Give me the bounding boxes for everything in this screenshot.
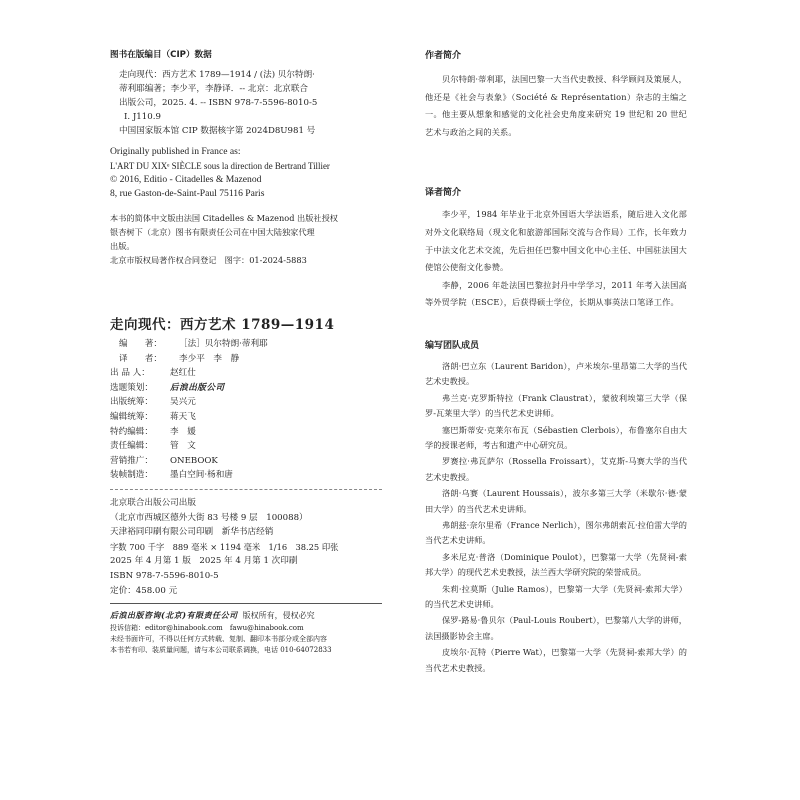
cip-classification: Ⅰ. J110.9 [124, 112, 161, 122]
author-bio: 贝尔特朗·蒂利耶，法国巴黎一大当代史教授、科学顾问及策展人，他还是《社会与表象》（Société & Représentation）杂志的主编之一。他主要从想象和感觉的文化社会史角度来研究 19 世纪和 20 世纪艺术与政治之间的关系。 [425, 74, 687, 137]
team-list [425, 359, 687, 676]
translators-heading: 译者简介 [425, 188, 462, 199]
credit-row: 译 者： 李少平 李 静 [119, 353, 240, 364]
credit-row: 营销推广： ONEBOOK [110, 455, 218, 466]
publish-line: ISBN 978-7-5596-8010-5 [110, 570, 219, 581]
cip-heading: 图书在版编目（CIP）数据 [110, 50, 212, 60]
team-heading: 编写团队成员 [425, 340, 480, 351]
cip-line: 蒂利耶编著；李少平，李静译．-- 北京：北京联合 [119, 84, 309, 94]
credit-row: 责任编辑： 管 文 [110, 441, 196, 452]
publish-line: 天津裕同印刷有限公司印刷 新华书店经销 [110, 527, 274, 538]
team-member: 皮埃尔·瓦特（Pierre Wat），巴黎第一大学（先贤祠-索邦大学）的当代艺术史教授。 [425, 647, 687, 673]
original-line: Originally published in France as: [110, 146, 241, 157]
team-member: 弗兰克·克罗斯特拉（Frank Claustrat），蒙彼利埃第三大学（保罗-瓦莱里大学）的当代艺术史讲师。 [425, 392, 687, 419]
credit-row: 编辑统筹： 蒋天飞 [110, 411, 196, 422]
publish-line: 2025 年 4 月第 1 版 2025 年 4 月第 1 次印刷 [110, 556, 298, 567]
solid-divider [110, 603, 382, 604]
cip-line: 走向现代：西方艺术 1789—1914 / (法) 贝尔特朗· [119, 70, 315, 80]
team-member: 保罗-路易·鲁贝尔（Paul-Louis Roubert），巴黎第八大学的讲师，法国摄影协会主席。 [425, 615, 687, 641]
credit-row: 装帧制造： 墨白空间·杨和唐 [110, 470, 233, 481]
seal-row [110, 608, 382, 623]
rights-line: 本书的简体中文版由法国 Citadelles & Mazenod 出版社授权 [110, 213, 338, 223]
rights-line: 北京市版权局著作权合同登记 图字：01-2024-5883 [110, 255, 307, 265]
book-title: 走向现代：西方艺术 1789—1914 [110, 317, 335, 333]
publish-line: 字数 700 千字 889 毫米 × 1194 毫米 1/16 38.25 印张 [110, 541, 339, 552]
team-member: 洛朗·乌赛（Laurent Houssais），波尔多第三大学（米歇尔·德·蒙田大学）的当代艺术史讲师。 [425, 488, 687, 514]
original-line: 8, rue Gaston-de-Saint-Paul 75116 Paris [110, 188, 265, 199]
notice-line: 未经书面许可，不得以任何方式转载、复制、翻印本书部分或全部内容 [110, 635, 327, 644]
rights-line: 出版。 [110, 241, 135, 251]
copyright-note: 版权所有，侵权必究 [242, 611, 315, 621]
notice-line: 本书若有印、装质量问题，请与本公司联系调换，电话 010-64072833 [110, 646, 332, 655]
price-line: 定价：458.00 元 [110, 585, 178, 596]
rights-line: 银杏树下（北京）图书有限责任公司在中国大陆独家代理 [110, 227, 315, 237]
author-heading: 作者简介 [425, 51, 462, 61]
dashed-divider [110, 489, 382, 490]
cip-line: 出版公司，2025. 4. -- ISBN 978-7-5596-8010-5 [119, 98, 318, 108]
credit-row: 编 著： ［法］贝尔特朗·蒂利耶 [119, 339, 268, 349]
publish-line: 北京联合出版公司出版 [110, 497, 196, 508]
publish-info [110, 496, 382, 598]
translator-bio: 李少平，1984 年毕业于北京外国语大学法语系，随后进入文化部对外文化联络局（现文化和旅游部国际交流与合作局）工作，长年致力于中法文化艺术交流，先后担任巴黎中国文化中心主任、中国驻法国大使馆公使衔文化参赞。 [425, 209, 687, 273]
credit-row: 选题策划： 后浪出版公司 [110, 382, 225, 393]
team-member: 塞巴斯蒂安·克莱尔布瓦（Sébastien Clerbois），布鲁塞尔自由大学的授课老师，考古和遗产中心研究员。 [425, 424, 687, 450]
credit-row: 出版统筹： 吴兴元 [110, 397, 196, 408]
credit-row: 特约编辑： 李 媛 [110, 426, 196, 437]
credits-list [110, 337, 382, 483]
team-member: 罗赛拉·弗瓦萨尔（Rossella Froissart），艾克斯-马赛大学的当代艺术史教授。 [425, 456, 687, 482]
original-title-line: L'ART DU XIXᵉ SIÈCLE sous la direction de Bertrand Tillier [110, 161, 330, 171]
cip-record: 中国国家版本馆 CIP 数据核字第 2024D8U981 号 [119, 126, 316, 136]
translator-bio: 李静，2006 年赴法国巴黎拉封丹中学学习，2011 年考入法国高等外贸学院（ESCE），后获得硕士学位，长期从事英法口笔译工作。 [425, 279, 687, 308]
publish-line: （北京市西城区德外大街 83 号楼 9 层 100088） [110, 512, 308, 523]
credit-row: 出 品 人： 赵红仕 [110, 368, 196, 379]
team-member: 弗朗兹·奈尔里希（France Nerlich），图尔弗朗索瓦·拉伯雷大学的当代艺术史讲师。 [425, 520, 687, 546]
team-member: 多米尼克·普洛（Dominique Poulot），巴黎第一大学（先贤祠-索邦大学）的现代艺术史教授，法兰西大学研究院的荣誉成员。 [425, 551, 687, 578]
team-member: 洛朗·巴立东（Laurent Baridon），卢米埃尔-里昂第二大学的当代艺术史教授。 [425, 360, 687, 387]
right-column [425, 48, 687, 677]
team-member: 朱莉·拉莫斯（Julie Ramos），巴黎第一大学（先贤祠-索邦大学）的当代艺术史讲师。 [425, 583, 687, 610]
original-line: © 2016, Editio - Citadelles & Mazenod [110, 174, 262, 185]
company-seal-logo: 后浪出版咨询(北京)有限责任公司 [110, 610, 238, 621]
left-column [110, 48, 382, 656]
hinabook-logo: 后浪出版公司 [170, 382, 225, 393]
contact-line: 投诉信箱：editor@hinabook.com fawu@hinabook.com [110, 624, 304, 633]
